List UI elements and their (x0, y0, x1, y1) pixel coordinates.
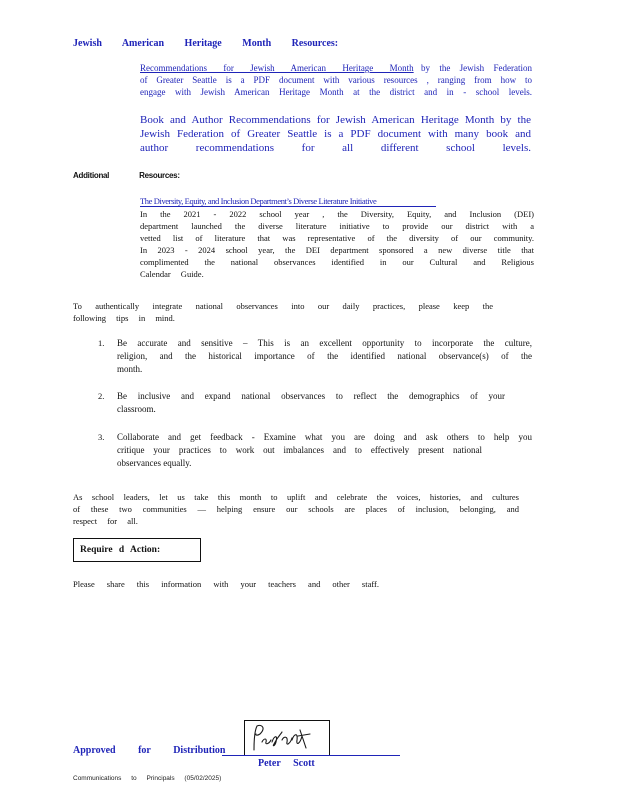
text-line: of these two communities — helping ensure our schools are places of inclusion, belonging, and (73, 504, 519, 514)
text-line: religion, and the historical importance of the identified national observance(s) of the (117, 351, 532, 361)
tip-item (98, 390, 534, 418)
text-line: Collaborate and get feedback - Examine what you are doing and ask others to help you (117, 432, 532, 442)
text-line: following tips in mind. (73, 313, 175, 323)
text-line: Be accurate and sensitive – This is an excellent opportunity to incorporate the culture, (117, 338, 532, 348)
approved-label: Approved for Distribution (73, 745, 226, 756)
resource-1-lead: by the Jewish Federation (421, 63, 533, 73)
dei-initiative-link[interactable]: The Diversity, Equity, and Inclusion Department’s Diverse Literature Initiative (140, 196, 436, 207)
signature-image (248, 722, 328, 754)
tip-number: 1. (98, 338, 105, 348)
dei-description (140, 208, 534, 280)
tips-intro (73, 300, 493, 324)
text-line: complimented the national observances identified in our Cultural and Religious (140, 257, 534, 267)
text-line: Jewish Federation of Greater Seattle is a PDF document with many book and (140, 128, 531, 140)
text-line: In the 2021 - 2022 school year , the Diversity, Equity, and Inclusion (DEI) (140, 209, 534, 219)
text-line: engage with Jewish American Heritage Month at the district and in - school levels. (140, 87, 532, 97)
text-line: observances equally. (117, 458, 192, 468)
heading-word: Additional (73, 171, 110, 180)
text-line: Please share this information with your teachers and other staff. (73, 579, 379, 589)
text-line: As school leaders, let us take this month to uplift and celebrate the voices, histories, and cultures (73, 492, 519, 502)
resource-1-description (140, 74, 532, 98)
text-line: month. (117, 364, 143, 374)
resource-1-first-line (140, 62, 532, 74)
footer-note: Communications to Principals (05/02/2025) (73, 775, 222, 782)
text-line: author recommendations for all different school levels. (140, 142, 531, 154)
section-heading: Jewish American Heritage Month Resources: (73, 38, 339, 49)
book-author-link[interactable]: Book and Author Recommendations for Jewish American Heritage Month by the (140, 114, 531, 126)
text-line: department launched the diverse literature initiative to provide our district with a (140, 221, 534, 231)
text-line: To authentically integrate national observances into our daily practices, please keep the (73, 301, 493, 311)
text-line: classroom. (117, 404, 156, 414)
text-line: vetted list of literature that was representative of the diversity of our community. (140, 233, 534, 243)
additional-resources-heading (73, 171, 180, 180)
tip-number: 2. (98, 391, 105, 401)
text-line: respect for all. (73, 516, 138, 526)
required-action-box: Require d Action: (73, 538, 201, 562)
tip-number: 3. (98, 432, 105, 442)
tip-item (98, 337, 534, 377)
text-line: Calendar Guide. (140, 269, 204, 279)
recommendations-link[interactable]: Recommendations for Jewish American Heritage Month (140, 63, 414, 73)
closing-paragraph (73, 491, 519, 527)
signer-name: Peter Scott (258, 758, 315, 769)
text-line: Be inclusive and expand national observances to reflect the demographics of your (117, 391, 505, 401)
signature-line (222, 755, 400, 756)
text-line: critique your practices to work out imbalances and to effectively present national (117, 445, 482, 455)
tip-item (98, 431, 534, 471)
share-instruction (73, 578, 379, 590)
resource-2-description (140, 113, 531, 155)
text-line: of Greater Seattle is a PDF document with various resources , ranging from how to (140, 75, 532, 85)
text-line: In 2023 - 2024 school year, the DEI department sponsored a new diverse title that (140, 245, 534, 255)
heading-word: Resources: (139, 171, 180, 180)
